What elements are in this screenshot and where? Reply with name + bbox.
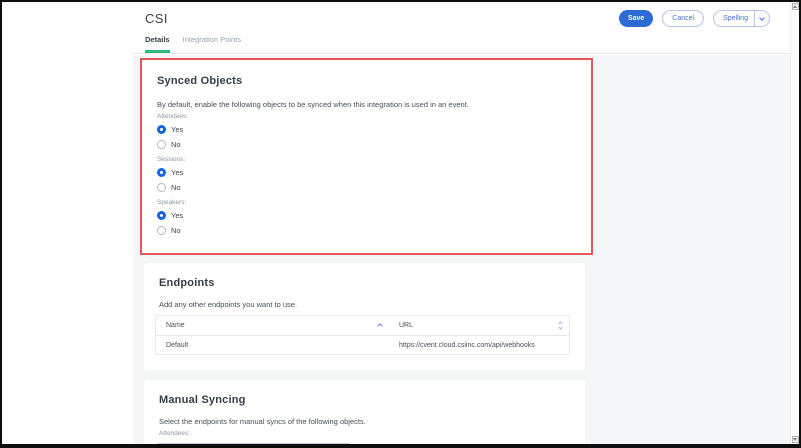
attendees-yes-label: Yes	[171, 124, 184, 134]
attendees-label: Attendees:	[157, 113, 189, 120]
cancel-button-label: Cancel	[672, 15, 695, 22]
sessions-no-option[interactable]	[157, 182, 576, 192]
radio-unselected-icon[interactable]	[157, 226, 166, 235]
speakers-yes-option[interactable]	[157, 210, 576, 220]
sessions-label: Sessions:	[157, 156, 186, 163]
sort-asc-icon[interactable]	[378, 324, 389, 328]
cancel-button[interactable]	[662, 10, 704, 27]
spelling-button[interactable]	[713, 10, 770, 27]
endpoint-url-cell: https://cvent.cloud.csiinc.com/api/webhooks	[399, 341, 535, 349]
sessions-radio-group	[157, 156, 576, 192]
app-window	[2, 2, 799, 444]
page-header	[133, 2, 790, 54]
endpoints-title: Endpoints	[159, 277, 215, 289]
triangle-down-icon	[793, 438, 797, 441]
sort-toggle-icon[interactable]	[559, 322, 569, 329]
speakers-no-option[interactable]	[157, 225, 576, 235]
caret-down-icon	[558, 325, 562, 329]
manual-syncing-description: Select the endpoints for manual syncs of the following objects.	[159, 417, 366, 426]
column-header-name[interactable]	[156, 322, 389, 329]
spelling-button-label: Spelling	[723, 15, 748, 22]
vertical-scrollbar[interactable]	[790, 2, 799, 444]
speakers-label: Speakers:	[157, 199, 187, 206]
manual-syncing-title: Manual Syncing	[159, 394, 246, 406]
endpoints-description: Add any other endpoints you want to use.	[159, 300, 298, 309]
attendees-radio-group	[157, 113, 576, 149]
table-row[interactable]	[156, 336, 569, 354]
caret-up-icon	[377, 323, 383, 329]
page-title: CSI	[145, 11, 168, 26]
synced-objects-description: By default, enable the following objects to be synced when this integration is used in an event.	[157, 100, 469, 109]
sessions-no-label: No	[171, 182, 181, 192]
radio-selected-icon[interactable]	[157, 211, 166, 220]
name-column-label: Name	[166, 322, 185, 329]
triangle-up-icon	[793, 5, 797, 8]
chevron-down-icon	[759, 15, 765, 21]
synced-objects-card	[140, 58, 593, 255]
spelling-dropdown-toggle[interactable]	[755, 18, 769, 20]
scrollbar-down-button[interactable]	[792, 436, 799, 443]
speakers-no-label: No	[171, 225, 181, 235]
endpoints-table-header	[156, 316, 569, 336]
save-button[interactable]	[619, 10, 653, 27]
attendees-endpoint-select[interactable]	[155, 443, 352, 444]
attendees-yes-option[interactable]	[157, 124, 576, 134]
endpoint-name-cell: Default	[166, 341, 189, 349]
attendees-no-option[interactable]	[157, 139, 576, 149]
column-header-url[interactable]	[389, 322, 569, 329]
attendees-no-label: No	[171, 139, 181, 149]
scrollbar-up-button[interactable]	[792, 3, 799, 10]
endpoints-card	[144, 263, 585, 370]
manual-syncing-card	[144, 380, 585, 444]
synced-objects-title: Synced Objects	[157, 75, 243, 87]
tab-details[interactable]: Details	[145, 35, 170, 53]
tab-integration-points[interactable]: Integration Points	[182, 35, 241, 44]
radio-selected-icon[interactable]	[157, 125, 166, 134]
save-button-label: Save	[627, 15, 645, 22]
speakers-radio-group	[157, 199, 576, 235]
endpoints-table	[155, 315, 570, 355]
tab-bar	[145, 35, 241, 53]
sessions-yes-option[interactable]	[157, 167, 576, 177]
header-action-buttons	[619, 10, 770, 27]
radio-selected-icon[interactable]	[157, 168, 166, 177]
speakers-yes-label: Yes	[171, 210, 184, 220]
manual-attendees-label: Attendees:	[159, 430, 191, 437]
radio-unselected-icon[interactable]	[157, 183, 166, 192]
url-column-label: URL	[399, 322, 414, 329]
radio-unselected-icon[interactable]	[157, 140, 166, 149]
sessions-yes-label: Yes	[171, 167, 184, 177]
